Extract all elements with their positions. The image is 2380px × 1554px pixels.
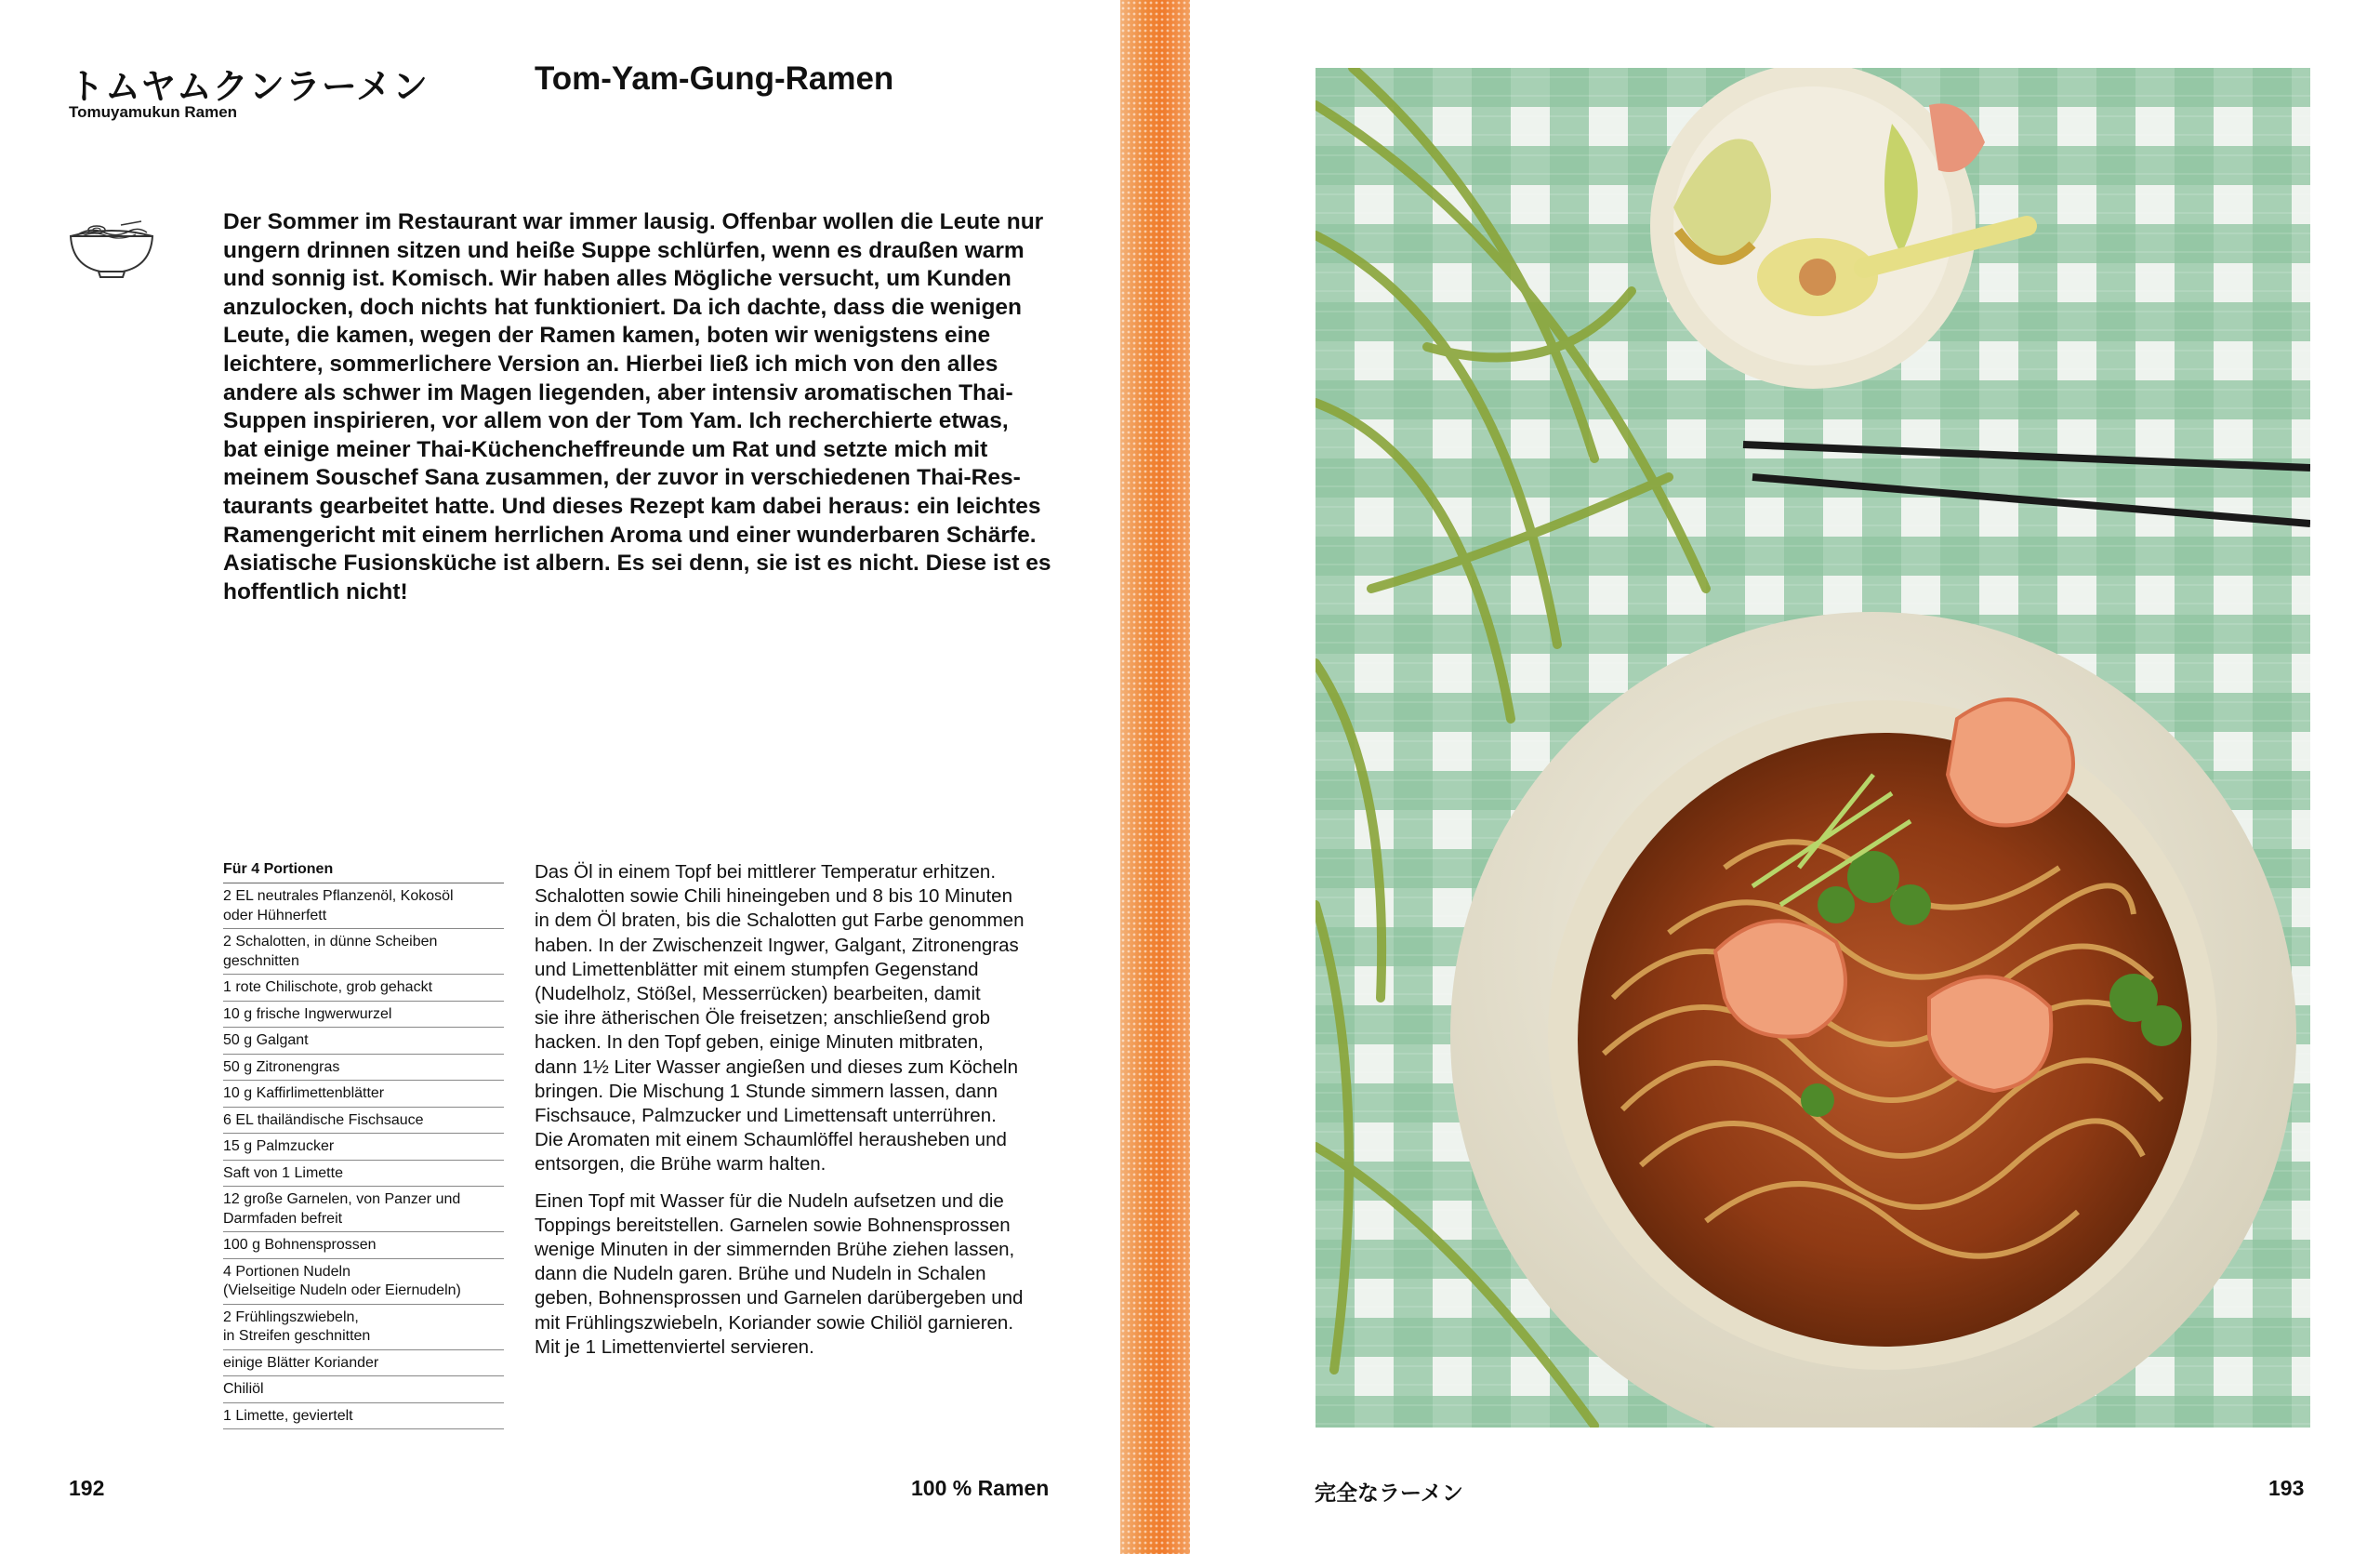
ingredient-line: geschnitten	[223, 952, 299, 969]
ingredients-list	[223, 861, 504, 1429]
method-line: entsorgen, die Brühe warm halten.	[535, 1153, 826, 1175]
ingredient-item	[223, 1187, 504, 1232]
ingredient-line: oder Hühnerfett	[223, 907, 327, 923]
method-line: Schalotten sowie Chili hineingeben und 8 bis 10 Minuten	[535, 885, 1012, 908]
ramen-bowl-icon	[67, 212, 156, 279]
method-line: wenige Minuten in der simmernden Brühe ziehen lassen,	[535, 1239, 1015, 1261]
ingredient-line: 100 g Bohnensprossen	[223, 1237, 377, 1253]
intro-line: anzulocken, doch nichts hat funktioniert. Da ich dachte, dass die wenigen	[223, 294, 1023, 320]
ingredient-line: (Vielseitige Nudeln oder Eiernudeln)	[223, 1282, 461, 1298]
ingredient-line: einige Blätter Koriander	[223, 1354, 379, 1371]
intro-line: leichtere, sommerlichere Version an. Hierbei ließ ich mich von den alles	[223, 351, 998, 377]
method-paragraph	[535, 860, 1069, 1177]
ingredient-item	[223, 1002, 504, 1029]
intro-line: Der Sommer im Restaurant war immer lausig. Offenbar wollen die Leute nur	[223, 209, 1044, 234]
recipe-title: Tom-Yam-Gung-Ramen	[535, 60, 894, 97]
ingredient-item	[223, 1055, 504, 1082]
running-head: 完全なラーメン	[1315, 1481, 1463, 1505]
page-number: 192	[69, 1476, 105, 1500]
recipe-title-romaji: Tomuyamukun Ramen	[69, 103, 238, 121]
ingredient-line: 4 Portionen Nudeln	[223, 1263, 350, 1280]
ingredient-line: 6 EL thailändische Fischsauce	[223, 1111, 424, 1128]
ingredient-line: 15 g Palmzucker	[223, 1138, 335, 1154]
intro-line: und sonnig ist. Komisch. Wir haben alles Mögliche versucht, um Kunden	[223, 266, 1012, 292]
book-gutter	[1120, 0, 1190, 1554]
method-line: Toppings bereitstellen. Garnelen sowie Bohnensprossen	[535, 1214, 1011, 1236]
ingredient-item	[223, 1108, 504, 1135]
method-line: Mit je 1 Limettenviertel servieren.	[535, 1335, 814, 1358]
intro-line: andere als schwer im Magen liegenden, aber intensiv aromatischen Thai-	[223, 379, 1013, 405]
ingredient-line: Saft von 1 Limette	[223, 1164, 343, 1181]
method-line: (Nudelholz, Stößel, Messerrücken) bearbeiten, damit	[535, 983, 981, 1005]
ingredient-line: 10 g frische Ingwerwurzel	[223, 1005, 392, 1022]
intro-line: Ramengericht mit einem herrlichen Aroma und einer wunderbaren Schärfe.	[223, 522, 1037, 548]
intro-text	[223, 208, 1064, 606]
intro-line: Suppen inspirieren, vor allem von der Tom Yam. Ich recherchierte etwas,	[223, 408, 1009, 434]
ingredient-line: 50 g Zitronengras	[223, 1058, 340, 1075]
method-line: Die Aromaten mit einem Schaumlöffel herausheben und	[535, 1129, 1007, 1151]
method-line: geben, Bohnensprossen und Garnelen darübergeben und	[535, 1287, 1024, 1309]
method-paragraph	[535, 1189, 1069, 1360]
running-head: 100 % Ramen	[911, 1476, 1050, 1500]
method-line: sie ihre ätherischen Öle freisetzen; anschließend grob	[535, 1007, 990, 1029]
ingredient-item	[223, 1134, 504, 1161]
method-line: mit Frühlingszwiebeln, Koriander sowie Chiliöl garnieren.	[535, 1311, 1014, 1334]
ingredient-item	[223, 1259, 504, 1305]
method-line: bringen. Die Mischung 1 Stunde simmern lassen, dann	[535, 1080, 998, 1102]
method-line: hacken. In den Topf geben, einige Minuten mitbraten,	[535, 1031, 984, 1054]
ingredient-line: 1 Limette, geviertelt	[223, 1407, 353, 1424]
ingredient-item	[223, 1403, 504, 1430]
ingredient-item	[223, 1232, 504, 1259]
ingredient-item	[223, 1350, 504, 1377]
recipe-photo	[1316, 68, 2310, 1428]
recipe-title-japanese: トムヤムクンラーメン	[69, 68, 429, 107]
ingredient-item	[223, 1081, 504, 1108]
ingredient-items	[223, 883, 504, 1429]
ingredient-line: 1 rote Chilischote, grob gehackt	[223, 979, 433, 995]
intro-line: hoffentlich nicht!	[223, 578, 408, 604]
servings-heading: Für 4 Portionen	[223, 861, 504, 883]
ingredient-item	[223, 975, 504, 1002]
ingredient-item	[223, 1376, 504, 1403]
method-line: Fischsauce, Palmzucker und Limettensaft unterrühren.	[535, 1105, 997, 1127]
method-line: dann 1½ Liter Wasser angießen und dieses zum Köcheln	[535, 1056, 1019, 1078]
ingredient-item	[223, 929, 504, 975]
ingredient-line: Darmfaden befreit	[223, 1210, 343, 1227]
intro-paragraph	[223, 208, 1064, 606]
ingredient-line: 2 Frühlingszwiebeln,	[223, 1308, 359, 1325]
intro-line: Asiatische Fusionsküche ist albern. Es sei denn, sie ist es nicht. Diese ist es	[223, 551, 1051, 577]
ingredient-line: 50 g Galgant	[223, 1032, 309, 1048]
intro-line: bat einige meiner Thai-Küchencheffreunde um Rat und setzte mich mit	[223, 436, 988, 462]
ingredient-line: in Streifen geschnitten	[223, 1328, 371, 1344]
ingredient-line: 2 Schalotten, in dünne Scheiben	[223, 934, 438, 950]
method-line: dann die Nudeln garen. Brühe und Nudeln in Schalen	[535, 1263, 986, 1285]
ingredient-line: 12 große Garnelen, von Panzer und	[223, 1191, 461, 1207]
intro-line: Leute, die kamen, wegen der Ramen kamen, boten wir wenigstens eine	[223, 323, 991, 349]
ingredient-item	[223, 1161, 504, 1188]
method-line: Das Öl in einem Topf bei mittlerer Temperatur erhitzen.	[535, 861, 997, 883]
page-number: 193	[2268, 1476, 2305, 1500]
ingredient-item	[223, 883, 504, 929]
ingredient-line: 2 EL neutrales Pflanzenöl, Kokosöl	[223, 888, 454, 904]
method-line: Einen Topf mit Wasser für die Nudeln aufsetzen und die	[535, 1189, 1004, 1212]
intro-line: ungern drinnen sitzen und heiße Suppe schlürfen, wenn es draußen warm	[223, 237, 1025, 263]
ingredient-line: Chiliöl	[223, 1381, 264, 1397]
intro-line: taurants gearbeitet hatte. Und dieses Rezept kam dabei heraus: ein leichtes	[223, 493, 1041, 519]
ramen-bowl	[1450, 612, 2296, 1428]
ingredient-line: 10 g Kaffirlimettenblätter	[223, 1085, 385, 1101]
intro-line: meinem Souschef Sana zusammen, der zuvor in verschiedenen Thai-Res-	[223, 465, 1021, 491]
method-line: und Limettenblätter mit einem stumpfen Gegenstand	[535, 958, 979, 980]
ingredient-item	[223, 1028, 504, 1055]
left-page	[0, 0, 1120, 1554]
method-text	[535, 860, 1069, 1372]
method-line: in dem Öl braten, bis die Schalotten gut Farbe genommen	[535, 910, 1025, 932]
method-line: haben. In der Zwischenzeit Ingwer, Galgant, Zitronengras	[535, 934, 1019, 956]
ingredient-item	[223, 1305, 504, 1350]
